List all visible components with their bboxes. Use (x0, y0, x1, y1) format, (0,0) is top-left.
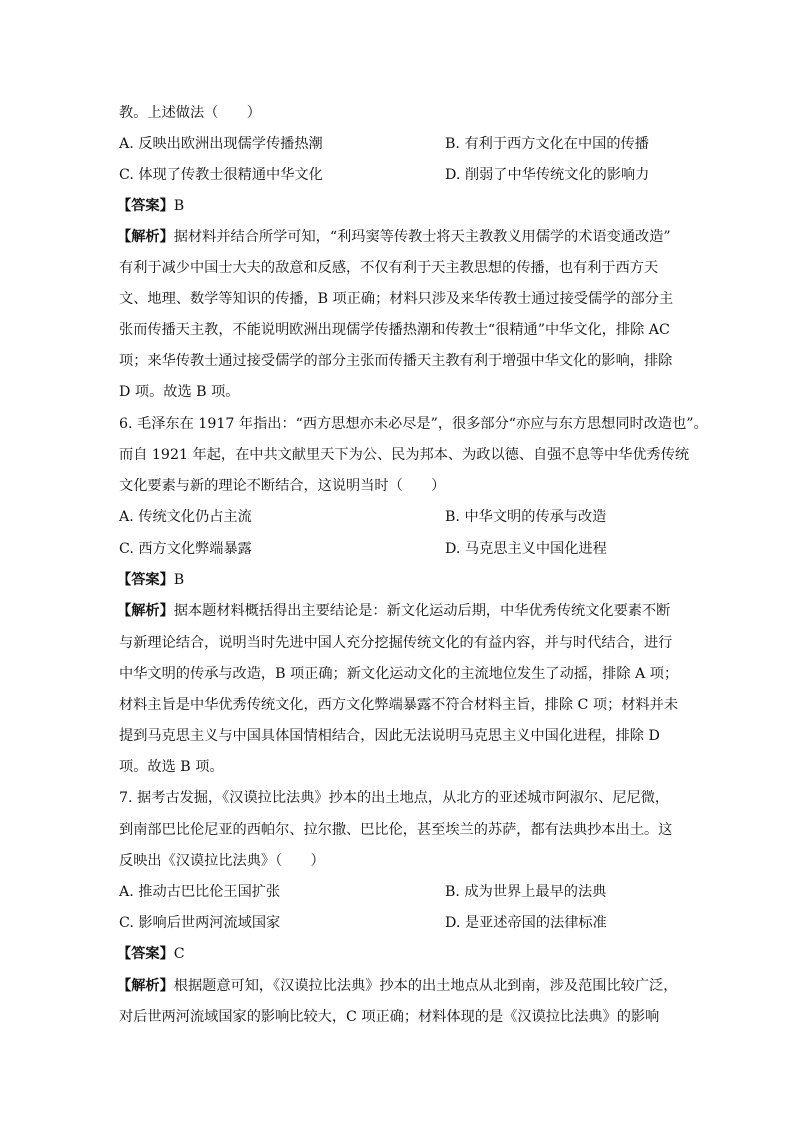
q5-option-c[interactable]: C. 体现了传教士很精通中华文化 (119, 167, 323, 183)
q6-analysis-line-5: 提到马克思主义与中国具体国情相结合，因此无法说明马克思主义中国化进程，排除 D (119, 728, 660, 744)
q6-stem-line-3: 文化要素与新的理论不断结合，这说明当时（ ） (119, 478, 446, 494)
q6-stem-line-1: 6. 毛泽东在 1917 年指出：“西方思想亦未必尽是”，很多部分“亦应与东方思想同时改造也”。 (119, 416, 708, 432)
q7-stem-line-1: 7. 据考古发掘，《汉谟拉比法典》抄本的出土地点，从北方的亚述城市阿淑尔、尼尼微， (119, 790, 670, 806)
q5-analysis-line-5: 项；来华传教士通过接受儒学的部分主张而传播天主教有利于增强中华文化的影响，排除 (119, 353, 673, 369)
q5-stem-tail: 教。上述做法（ ） (119, 105, 261, 121)
q6-option-c[interactable]: C. 西方文化弊端暴露 (119, 541, 252, 557)
analysis-tag: 【解析】 (117, 603, 174, 619)
analysis-tag: 【解析】 (117, 978, 174, 994)
q5-option-b[interactable]: B. 有利于西方文化在中国的传播 (445, 136, 649, 152)
q6-answer (117, 570, 184, 590)
answer-tag: 【答案】 (117, 572, 174, 588)
q7-analysis-line-1 (117, 976, 677, 996)
answer-value: B (173, 572, 185, 588)
q6-analysis-line-2: 与新理论结合，说明当时先进中国人充分挖掘传统文化的有益内容，并与时代结合，进行 (119, 635, 673, 651)
answer-value: B (173, 198, 185, 214)
q5-analysis-line-4: 张而传播天主教，不能说明欧洲出现儒学传播热潮和传教士“很精通”中华文化，排除 AC (119, 322, 670, 338)
answer-tag: 【答案】 (117, 198, 174, 214)
q5-answer (117, 196, 184, 216)
analysis-text: 据本题材料概括得出主要结论是：新文化运动后期，中华优秀传统文化要素不断 (173, 603, 671, 619)
q6-option-d[interactable]: D. 马克思主义中国化进程 (445, 541, 607, 557)
q6-analysis-line-3: 中华文明的传承与改造，B 项正确；新文化运动文化的主流地位发生了动摇，排除 A 项； (119, 666, 679, 682)
q5-option-a[interactable]: A. 反映出欧洲出现儒学传播热潮 (119, 136, 323, 152)
q7-option-c[interactable]: C. 影响后世两河流域国家 (119, 915, 281, 931)
q6-option-a[interactable]: A. 传统文化仍占主流 (119, 509, 252, 525)
q6-analysis-line-6: 项。故选 B 项。 (119, 759, 224, 775)
q5-analysis-line-1 (117, 227, 671, 247)
answer-value: C (173, 946, 185, 962)
analysis-text: 据材料并结合所学可知，“利玛窦等传教士将天主教教义用儒学的术语变通改造” (173, 229, 671, 245)
q5-analysis-line-3: 文、地理、数学等知识的传播，B 项正确；材料只涉及来华传教士通过接受儒学的部分主 (119, 291, 674, 307)
q6-analysis-line-1 (117, 601, 670, 621)
q7-option-d[interactable]: D. 是亚述帝国的法律标准 (445, 915, 607, 931)
q6-analysis-line-4: 材料主旨是中华优秀传统文化，西方文化弊端暴露不符合材料主旨，排除 C 项；材料并未 (119, 697, 679, 713)
analysis-text: 根据题意可知，《汉谟拉比法典》抄本的出土地点从北到南，涉及范围比较广泛， (173, 978, 678, 994)
q6-option-b[interactable]: B. 中华文明的传承与改造 (445, 509, 607, 525)
q7-option-a[interactable]: A. 推动古巴比伦王国扩张 (119, 884, 281, 900)
q7-stem-line-3: 反映出《汉谟拉比法典》（ ） (119, 853, 325, 869)
q7-option-b[interactable]: B. 成为世界上最早的法典 (445, 884, 607, 900)
q7-analysis-line-2: 对后世两河流域国家的影响比较大，C 项正确；材料体现的是《汉谟拉比法典》的影响 (119, 1009, 660, 1025)
analysis-tag: 【解析】 (117, 229, 174, 245)
q7-answer (117, 944, 185, 964)
answer-tag: 【答案】 (117, 946, 174, 962)
q5-option-d[interactable]: D. 削弱了中华传统文化的影响力 (445, 167, 650, 183)
q6-stem-line-2: 而自 1921 年起，在中共文献里天下为公、民为邦本、为政以德、自强不息等中华优秀传统 (119, 447, 690, 463)
q5-analysis-line-6: D 项。故选 B 项。 (119, 384, 240, 400)
q5-analysis-line-2: 有利于减少中国士大夫的敌意和反感，不仅有利于天主教思想的传播，也有利于西方天 (119, 260, 659, 276)
q7-stem-line-2: 到南部巴比伦尼亚的西帕尔、拉尔撒、巴比伦，甚至埃兰的苏萨，都有法典抄本出土。这 (119, 822, 673, 838)
